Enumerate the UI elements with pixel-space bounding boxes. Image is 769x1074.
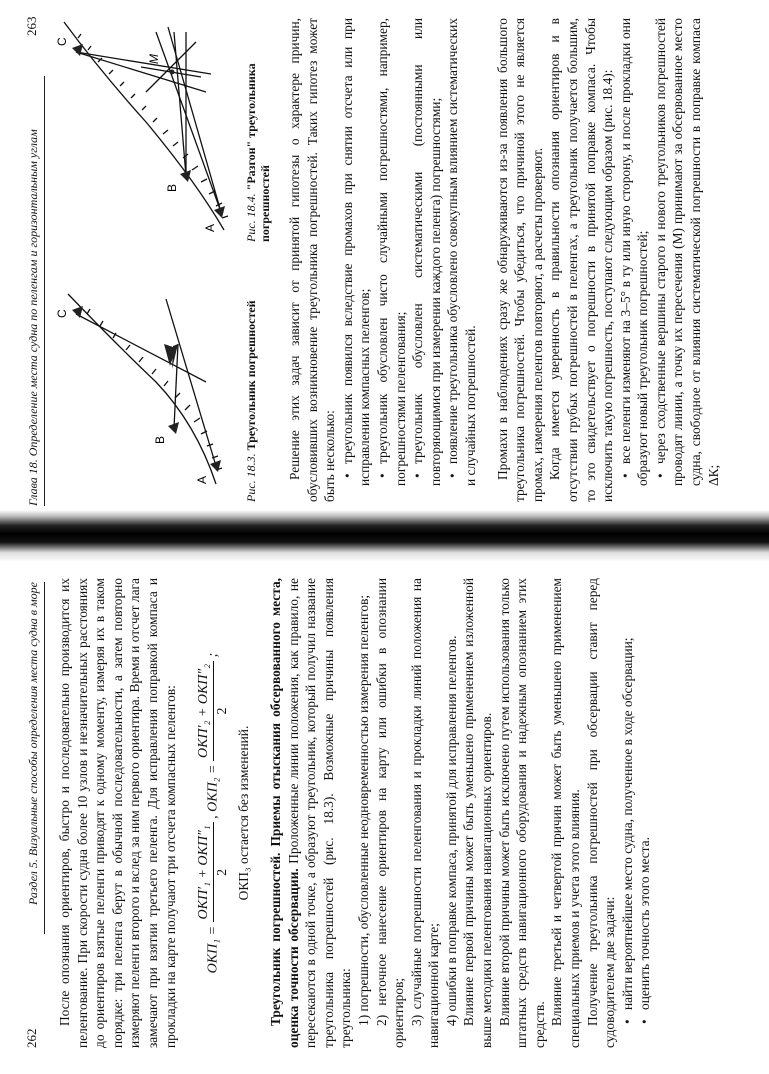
step-2: • через сходственные вершины старого и нового треугольников погрешностей проводят линии, а точку их пересечения (М) принимают за обсервованное место судна, свободное от влияния систематической погрешности в поправке компаса ΔК; bbox=[652, 18, 722, 502]
coastline-line bbox=[68, 294, 216, 484]
paragraph-first-cause: Влияние первой причины может быть уменьшено применением изложенной выше методики пеленгования навигационных ориентиров. bbox=[461, 578, 495, 1048]
point-m bbox=[170, 70, 175, 75]
running-head-right: Глава 18. Определение места судна по пеленгам и горизонтальным углам bbox=[26, 76, 45, 506]
cause-3: 3) случайные погрешности пеленгования и прокладки линий положения на навигационной карте; bbox=[408, 578, 442, 1048]
right-page-body bbox=[286, 18, 722, 502]
label-c: C bbox=[55, 37, 69, 46]
hypothesis-4: • появление треугольника обусловлено совокупным влиянием систематических и случайных погрешностей. bbox=[444, 18, 479, 502]
hypothesis-2: • треугольник обусловлен чисто случайными погрешностями, например, погрешностями пеленгования; bbox=[374, 18, 409, 502]
label-a: A bbox=[203, 223, 217, 232]
label-a: A bbox=[195, 475, 209, 484]
landmark-b-symbol bbox=[168, 422, 179, 434]
coastline-hatching bbox=[87, 309, 222, 470]
section-triangle-errors bbox=[267, 578, 355, 1048]
task-1: • найти вероятнейшее место судна, полученное в ходе обсервации; bbox=[619, 578, 637, 1048]
vertex-connecting-line-1 bbox=[146, 42, 196, 92]
section-body: Проложенные линии положения, как правило, не пересекаются в одной точке, а образуют треугольник, который получил название треугольника погрешностей (рис. 18.3). Возможные причины появления треугольника: bbox=[285, 578, 354, 1048]
label-c: C bbox=[55, 309, 69, 318]
left-page-body bbox=[56, 578, 654, 1048]
figure-18-3-title: Треугольник погрешностей bbox=[244, 300, 258, 451]
okp1-denominator: 2 bbox=[214, 868, 230, 876]
paragraph-bearings: После опознания ориентиров, быстро и последовательно производится их пеленгование. При скорости судна более 10 узлов и незначительных расстояниях до ориентиров взятые пеленги приводят к одному моменту, измеряя их в таком порядке: три пеленга берут в обычной последовательности, а затем повторно измеряют пеленги второго и вслед за ним первого ориентира. Время и отсчет лага замечают при взятии третьего пеленга. Для исправления поправкой компаса и прокладки на карте получают три отсчета компасных пеленгов: bbox=[57, 578, 178, 1048]
right-page bbox=[0, 0, 769, 514]
cause-1: 1) погрешности, обусловленные неодновременностью измерения пеленгов; bbox=[355, 594, 371, 1026]
hypothesis-3: • треугольник обусловлен систематическими (постоянными или повторяющимися при измерении каждого пеленга) погрешностями; bbox=[409, 18, 444, 502]
cause-2: 2) неточное нанесение ориентиров на карту или ошибки в опознании ориентиров; bbox=[373, 578, 407, 1048]
paragraph-second-cause: Влияние второй причины может быть исключено путем использования только штатных средств навигационного оборудования и надежным опознанием этих средств. bbox=[496, 578, 547, 1048]
okp1-numerator: ОКП′₁ + ОКП″₁ bbox=[195, 822, 214, 922]
okp1-fraction bbox=[195, 822, 231, 922]
paragraph-hypotheses: Решение этих задач зависит от принятой гипотезы о характере причин, обусловивших возникновение треугольника погрешностей. Таких гипотез может быть несколько: bbox=[287, 18, 338, 502]
paragraph-tasks: Получение треугольника погрешностей при обсервации ставит перед судоводителем две задачи: bbox=[584, 578, 618, 1048]
left-page bbox=[0, 554, 769, 1074]
section-heading-run-in: Треугольник погрешностей. Приемы отыскания обсервованного места, оценка точности обсервации. bbox=[267, 578, 301, 1048]
label-b: B bbox=[165, 183, 179, 192]
page-number-right: 263 bbox=[24, 16, 39, 36]
figure-18-4-triangle-spread bbox=[46, 6, 236, 242]
figure-18-4-caption bbox=[244, 10, 272, 242]
okp2-numerator: ОКП′₂ + ОКП″₂ bbox=[195, 661, 214, 761]
label-m: M bbox=[147, 54, 161, 64]
paragraph-compass-correction: Когда имеется уверенность в правильности опознания ориентиров и в отсутствии грубых погрешностей в пеленгах, а треугольник получается большим, то это свидетельствует о погрешности в принятой поправке компаса. Чтобы исключить такую погрешность, поступают следующим образом (рис. 18.4): bbox=[547, 18, 616, 502]
okp2-denominator: 2 bbox=[214, 707, 230, 715]
bearing-line-a bbox=[166, 299, 216, 466]
hypothesis-1: • треугольник появился вследствие промахов при снятии отсчета или при исправлении компасных пеленгов; bbox=[339, 18, 374, 502]
paragraph-blunders: Промахи в наблюдениях сразу же обнаруживаются из-за появления большого треугольника погрешностей. Чтобы убедиться, что причиной этого не является промах, измерения пеленгов повторяют, а расчеты проверяют. bbox=[494, 18, 545, 502]
figure-18-3-number: Рис. 18.3. bbox=[244, 453, 258, 502]
figure-18-3-triangle-of-errors bbox=[46, 264, 236, 494]
okp-formula bbox=[195, 578, 231, 1048]
cause-4: 4) ошибки в поправке компаса, принятой для исправления пеленгов. bbox=[443, 635, 459, 1026]
formula-tail: ; bbox=[205, 652, 221, 658]
okp2-lhs: , ОКП₂ = bbox=[205, 764, 221, 819]
label-b: B bbox=[153, 435, 167, 444]
okp1-lhs: ОКП₁ = bbox=[205, 925, 221, 974]
figure-18-3-caption bbox=[244, 272, 258, 502]
okp3-line: ОКП₃ остается без изменений. bbox=[236, 725, 252, 901]
page-number-left: 262 bbox=[24, 1028, 39, 1048]
figure-18-4-number: Рис. 18.4. bbox=[244, 193, 258, 242]
book-gutter bbox=[0, 510, 769, 562]
paragraph-third-cause: Влияние третьей и четвертой причин может быть уменьшено применением специальных приемов и учета этого влияния. bbox=[549, 578, 583, 1048]
figure-18-4-title: "Разгон" треугольника погрешностей bbox=[244, 63, 272, 242]
okp2-fraction bbox=[195, 661, 231, 761]
bearing-line-c bbox=[76, 314, 206, 382]
coastline-line bbox=[64, 22, 224, 230]
running-head-left: Раздел 5. Визуальные способы определения места судна в море bbox=[26, 582, 45, 934]
task-2: • оценить точность этого места. bbox=[636, 578, 654, 1048]
step-1: • все пеленги изменяют на 3–5° в ту или иную сторону, и после прокладки они образуют новый треугольник погрешностей; bbox=[617, 18, 652, 502]
